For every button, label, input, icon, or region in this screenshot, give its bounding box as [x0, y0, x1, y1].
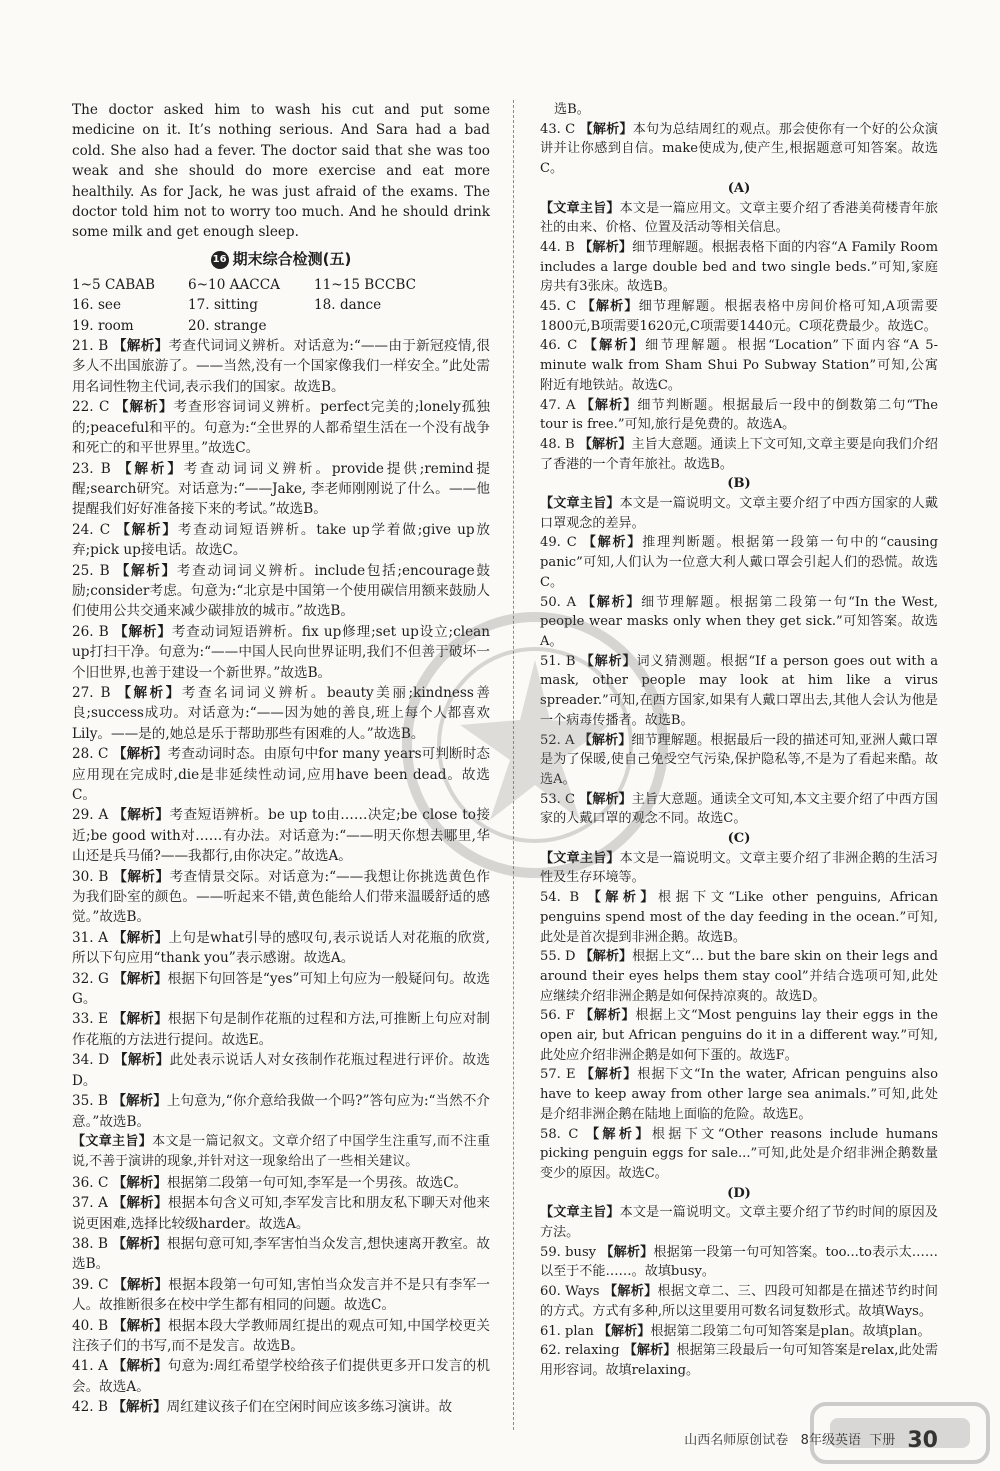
question-answer: 49. C — [540, 535, 577, 551]
question-answer: 42. B — [72, 1399, 108, 1416]
question-answer: 25. B — [72, 562, 110, 579]
answer-cell: 6~10 AACCA — [188, 276, 280, 293]
summary-tag: 【文章主旨】 — [540, 496, 620, 512]
analysis-text: 考查名词词义辨析。beauty美丽;kindness善良;success成功。对话意为:“——因为她的善良,班上每个人都喜欢Lily。——是的,她总是乐于帮助那些有困难的人。”故选B。 — [72, 684, 491, 742]
explanation-item — [72, 1397, 490, 1417]
explanation-item — [540, 297, 938, 336]
question-answer: 40. B — [72, 1317, 109, 1334]
left-column — [72, 100, 490, 1418]
analysis-text: 根据上文“Most penguins lay their eggs in the open air, but African penguins do it in a different way.”可知,此处应介绍非洲企鹅是如何下蛋的。故选F。 — [540, 1008, 939, 1063]
analysis-tag: 【解析】 — [112, 929, 169, 946]
answer-cell: 18. dance — [314, 297, 382, 314]
explanation-item — [72, 1193, 490, 1234]
analysis-tag: 【解析】 — [580, 1067, 638, 1083]
passage-a-explanations — [540, 238, 938, 474]
analysis-tag: 【解析】 — [115, 562, 177, 579]
explanation-item — [72, 969, 490, 1010]
explanation-item — [540, 1282, 938, 1321]
analysis-text: 根据第二段第一句可知,李军是一个男孩。故选C。 — [167, 1174, 468, 1191]
explanation-item — [540, 1322, 938, 1342]
title-text: 期末综合检测(五) — [232, 249, 352, 268]
explanation-item — [540, 238, 938, 297]
analysis-text: 根据第二段第二句可知答案是plan。故填plan。 — [650, 1323, 931, 1339]
explanation-item — [72, 561, 490, 622]
right-explanations — [540, 120, 938, 179]
analysis-tag: 【解析】 — [597, 1323, 651, 1339]
question-answer: 61. plan — [540, 1323, 594, 1339]
analysis-text: 细节理解题。根据表格下面的内容“A Family Room includes a large double bed and two single beds.”可知,家庭房共有3张床。故选B。 — [540, 239, 939, 295]
question-answer: 47. A — [540, 397, 576, 413]
explanation-item — [72, 397, 490, 458]
analysis-text: 考查动词时态。由原句中for many years可判断时态应用现在完成时,die是非延续性动词,应用have been dead。故选C。 — [72, 746, 491, 803]
analysis-tag: 【解析】 — [112, 1174, 168, 1191]
title-number-badge: 16 — [211, 251, 229, 269]
analysis-text: 主旨大意题。通读全文可知,本文主要介绍了中西方国家的人戴口罩的观念不同。故选C。 — [540, 791, 938, 827]
analysis-tag: 【解析】 — [582, 594, 642, 610]
question-answer: 56. F — [540, 1008, 575, 1024]
question-answer: 35. B — [72, 1093, 108, 1110]
analysis-text: 根据本段大学教师周红提出的观点可知,中国学校更关注孩子们的书写,而不是发言。故选B。 — [72, 1317, 491, 1354]
question-answer: 36. C — [72, 1174, 109, 1191]
analysis-tag: 【解析】 — [112, 1235, 168, 1252]
question-answer: 38. B — [72, 1235, 108, 1252]
passage-b-heading: (B) — [727, 476, 751, 492]
analysis-text: 细节理解题。根据“Location”下面内容“A 5-minute walk from Sham Shui Po Subway Station”可知,公寓附近有地铁站。故选C。 — [540, 338, 938, 393]
question-answer: 34. D — [72, 1052, 110, 1069]
explanation-item — [540, 336, 938, 395]
question-answer: 22. C — [72, 399, 110, 416]
explanation-item — [72, 1009, 490, 1050]
analysis-text: 根据句意可知,李军害怕当众发言,想快速离开教室。故选B。 — [72, 1235, 490, 1273]
analysis-text: 细节判断题。根据最后一段中的倒数第二句“The tour is free.”可知,旅行是免费的。故选A。 — [540, 397, 939, 433]
answer-cell: 19. room — [72, 317, 134, 334]
analysis-text: 考查动词词义辨析。include包括;encourage鼓励;consider考虑。句意为:“北京是中国第一个使用碳信用额来鼓励人们使用公共交通来减少碳排放的城市。”故选B。 — [72, 562, 490, 620]
question-answer: 46. C — [540, 338, 578, 354]
analysis-tag: 【解析】 — [116, 521, 178, 538]
question-answer: 39. C — [72, 1276, 109, 1293]
analysis-tag: 【解析】 — [112, 1195, 168, 1212]
carry-over-text: 选B。 — [554, 102, 590, 117]
analysis-tag: 【解析】 — [113, 868, 170, 885]
intro-paragraph: The doctor asked him to wash his cut and put some medicine on it. It’s nothing serious. And Sara had a bad cold. She also had a fever. The doctor said that she was too weak and she should do more exercise and eat more healthily. As for Jack, he was just afraid of the exams. The doctor told him not to worry too much. And he should drink some milk and get enough sleep. — [72, 102, 490, 241]
explanation-item — [72, 744, 490, 805]
explanation-item — [540, 947, 938, 1006]
analysis-tag: 【解析】 — [579, 239, 633, 255]
analysis-tag: 【解析】 — [113, 970, 168, 987]
analysis-text: 上句是what引导的感叹句,表示说话人对花瓶的欣赏,所以下句应用“thank you”表示感谢。故选A。 — [72, 929, 491, 967]
explanation-item — [540, 593, 938, 652]
analysis-text: 此处表示说话人对女孩制作花瓶过程进行评价。故选D。 — [72, 1052, 491, 1089]
analysis-text: 本句为总结周红的观点。那会使你有一个好的公众演讲并让你感到自信。make使成为,使产生,根据题意可知答案。故选C。 — [540, 121, 939, 177]
section-title — [72, 245, 490, 273]
question-answer: 45. C — [540, 299, 577, 315]
question-answer: 28. C — [72, 746, 109, 763]
page-footer — [684, 1428, 938, 1453]
explanation-item — [540, 1125, 938, 1184]
question-answer: 33. E — [72, 1011, 109, 1028]
analysis-tag: 【解析】 — [113, 1276, 169, 1293]
analysis-tag: 【解析】 — [112, 1011, 168, 1028]
analysis-tag: 【解析】 — [603, 1284, 658, 1300]
question-answer: 23. B — [72, 460, 111, 477]
question-answer: 57. E — [540, 1067, 576, 1083]
left-explanations-2 — [72, 1173, 490, 1418]
passage-d-explanations — [540, 1243, 938, 1381]
explanation-item — [540, 1065, 938, 1124]
explanation-item — [540, 533, 938, 592]
explanation-item — [72, 459, 490, 520]
analysis-tag: 【解析】 — [113, 807, 170, 824]
explanation-item — [540, 1006, 938, 1065]
analysis-tag: 【解析】 — [112, 746, 168, 763]
analysis-tag: 【解析】 — [600, 1244, 654, 1260]
passage-c-explanations — [540, 888, 938, 1184]
answer-cell: 16. see — [72, 297, 122, 314]
analysis-text: 根据下文“Other reasons include humans picking penguin eggs for sale...”可知,此处是介绍非洲企鹅数量变少的原因。故选C。 — [540, 1126, 938, 1181]
analysis-tag: 【解析】 — [583, 338, 646, 354]
analysis-text: 词义猜测题。根据“If a person goes out with a mask, other people may look at him like a virus spreader.”可知,在西方国家,如果有人戴口罩出去,其他人会认为他是一个病毒传播者。故选B。 — [540, 653, 938, 728]
question-answer: 50. A — [540, 594, 577, 610]
summary-tag: 【文章主旨】 — [540, 200, 620, 216]
question-answer: 55. D — [540, 949, 576, 965]
analysis-text: 根据下句是制作花瓶的过程和方法,可推断上句应对制作花瓶的方法进行提问。故选E。 — [72, 1011, 490, 1048]
analysis-text: 周红建议孩子们在空闲时间应该多练习演讲。故 — [166, 1399, 453, 1416]
explanation-item — [72, 805, 490, 866]
explanation-item — [72, 928, 490, 969]
analysis-text: 句意为:周红希望学校给孩子们提供更多开口发言的机会。故选A。 — [72, 1358, 490, 1395]
explanation-item — [72, 683, 490, 744]
passage-d-heading: (D) — [727, 1185, 751, 1201]
summary-text: 本文是一篇说明文。文章主要介绍了非洲企鹅的生活习性及生存环境等。 — [540, 850, 939, 886]
answer-cell: 20. strange — [188, 317, 267, 334]
explanation-item — [72, 1091, 490, 1132]
analysis-tag: 【解析】 — [585, 1126, 652, 1142]
passage-a-summary — [540, 199, 938, 238]
explanation-item — [72, 622, 490, 683]
summary-tag: 【文章主旨】 — [540, 850, 620, 866]
analysis-text: 根据下文“Like other penguins, African penguins spend most of the day feeding in the ocean.”可知,此处是首次提到非洲企鹅。故选B。 — [540, 890, 939, 945]
explanation-item — [540, 731, 938, 790]
analysis-tag: 【解析】 — [582, 535, 643, 551]
analysis-tag: 【解析】 — [587, 890, 659, 906]
analysis-text: 考查动词短语辨析。take up学着做;give up放弃;pick up接电话。故选C。 — [72, 521, 491, 559]
footer-grade: 8年级英语 — [800, 1433, 861, 1448]
analysis-tag: 【解析】 — [579, 121, 633, 137]
analysis-text: 根据本段第一句可知,害怕当众发言并不是只有李军一人。故推断很多在校中学生都有相同的问题。故选C。 — [72, 1276, 490, 1314]
analysis-tag: 【解析】 — [113, 623, 172, 640]
answer-cell — [314, 316, 444, 336]
analysis-text: 根据下文“In the water, African penguins also have to keep away from other large sea animals.”可知,此处是介绍非洲企鹅在陆地上面临的危险。故选E。 — [540, 1067, 939, 1122]
analysis-text: 考查代词词义辨析。对话意为:“——由于新冠疫情,很多人不出国旅游了。——当然,没有一个国家像我们一样安全。”此处需用名词性物主代词,表示我们的国家。故选B。 — [72, 338, 490, 395]
question-answer: 53. C — [540, 791, 576, 807]
explanation-item — [540, 790, 938, 829]
explanation-item — [72, 1173, 490, 1193]
analysis-text: 根据本句含义可知,李军发言比和朋友私下聊天对他来说更困难,选择比较级harder。故选A。 — [72, 1195, 490, 1232]
explanation-item — [72, 1234, 490, 1275]
explanation-item — [72, 1316, 490, 1357]
analysis-tag: 【解析】 — [112, 1093, 167, 1110]
question-answer: 58. C — [540, 1126, 579, 1142]
summary-text: 本文是一篇记叙文。文章介绍了中国学生注重写,而不注重说,不善于演讲的现象,并针对这一现象给出了一些相关建议。 — [72, 1133, 490, 1170]
summary-tag: 【文章主旨】 — [72, 1133, 153, 1149]
analysis-text: 考查情景交际。对话意为:“——我想让你挑选黄色作为我们卧室的颜色。——听起来不错,黄色能给人们带来温暖舒适的感觉。”故选B。 — [72, 868, 490, 926]
footer-book-title: 山西名师原创试卷 — [684, 1433, 789, 1448]
analysis-text: 考查动词词义辨析。provide提供;remind提醒;search研究。对话意为:“——Jake, 李老师刚刚说了什么。——他提醒我们好好准备接下来的考试。”故选B。 — [72, 460, 490, 518]
analysis-text: 根据第一段第一句可知答案。too...to表示太……以至于不能……。故填busy。 — [540, 1244, 938, 1280]
question-answer: 60. Ways — [540, 1284, 600, 1300]
analysis-text: 推理判断题。根据第一段第一句中的“causing panic”可知,人们认为一位意大利人戴口罩会引起人们的恐慌。故选C。 — [540, 535, 938, 590]
question-answer: 48. B — [540, 436, 575, 452]
analysis-tag: 【解析】 — [581, 299, 639, 315]
explanation-item — [72, 1275, 490, 1316]
answer-cell: 11~15 BCCBC — [314, 276, 416, 293]
analysis-tag: 【解析】 — [112, 338, 169, 355]
question-answer: 26. B — [72, 623, 109, 640]
question-answer: 43. C — [540, 121, 576, 137]
answer-cell: 17. sitting — [188, 297, 258, 314]
analysis-tag: 【解析】 — [579, 1008, 636, 1024]
analysis-text: 细节理解题。根据最后一段的描述可知,亚洲人戴口罩是为了保暖,使自己免受空气污染,保护隐私等,不是为了看起来酷。故选A。 — [540, 732, 938, 787]
analysis-tag: 【解析】 — [578, 436, 632, 452]
column-divider — [513, 100, 514, 1430]
passage-c-heading: (C) — [727, 831, 751, 847]
question-answer: 32. G — [72, 970, 109, 987]
analysis-text: 考查短语辨析。be up to由……决定;be close to接近;be good with对……有办法。对话意为:“——明天你想去哪里,华山还是兵马俑?——我都行,由你决定。”故选A。 — [72, 807, 490, 865]
question-answer: 29. A — [72, 807, 109, 824]
question-answer: 21. B — [72, 338, 109, 355]
analysis-text: 根据下句回答是“yes”可知上句应为一般疑问句。故选G。 — [72, 970, 490, 1008]
question-answer: 41. A — [72, 1358, 108, 1375]
explanation-item — [540, 652, 938, 731]
question-answer: 27. B — [72, 684, 111, 701]
question-answer: 52. A — [540, 732, 575, 748]
question-answer: 62. relaxing — [540, 1343, 620, 1359]
passage-b-explanations — [540, 533, 938, 829]
right-column — [540, 100, 938, 1381]
passage-d-summary — [540, 1203, 938, 1242]
analysis-text: 主旨大意题。通读上下文可知,文章主要是向我们介绍了香港的一个青年旅社。故选B。 — [540, 436, 939, 472]
analysis-tag: 【解析】 — [117, 460, 184, 477]
explanation-item — [540, 435, 938, 474]
question-answer: 30. B — [72, 868, 109, 885]
summary-text: 本文是一篇说明文。文章主要介绍了节约时间的原因及方法。 — [540, 1205, 939, 1241]
analysis-tag: 【解析】 — [114, 399, 174, 416]
passage-a-heading: (A) — [727, 180, 751, 196]
analysis-tag: 【解析】 — [112, 1399, 167, 1416]
explanation-item — [72, 1050, 490, 1091]
question-answer: 44. B — [540, 239, 575, 255]
analysis-tag: 【解析】 — [578, 732, 632, 748]
explanation-item — [540, 396, 938, 435]
analysis-tag: 【解析】 — [113, 1052, 170, 1069]
analysis-tag: 【解析】 — [117, 684, 182, 701]
question-answer: 31. A — [72, 929, 109, 946]
analysis-text: 考查动词短语辨析。fix up修理;set up设立;clean up打扫干净。句意为:“——中国人民向世界证明,我们不但善于破坏一个旧世界,也善于建设一个新世界。”故选B。 — [72, 623, 490, 681]
analysis-tag: 【解析】 — [580, 653, 637, 669]
question-answer: 24. C — [72, 521, 111, 538]
explanation-item — [72, 520, 490, 561]
analysis-text: 细节理解题。根据第二段第一句“In the West, people wear masks only when they get sick.”可知答案。故选A。 — [540, 594, 938, 649]
page-number: 30 — [907, 1428, 938, 1453]
explanation-item — [540, 120, 938, 179]
analysis-tag: 【解析】 — [623, 1343, 677, 1359]
left-explanations — [72, 336, 490, 1132]
analysis-tag: 【解析】 — [579, 949, 633, 965]
explanation-item — [72, 867, 490, 928]
analysis-text: 根据上文“... but the bare skin on their legs and around their eyes helps them stay cool”并结合选项可知,此处应继续介绍非洲企鹅是如何保持凉爽的。故选D。 — [540, 949, 938, 1004]
analysis-text: 根据第三段最后一句可知答案是relax,此处需用形容词。故填relaxing。 — [540, 1343, 938, 1378]
explanation-item — [540, 888, 938, 947]
explanation-item — [72, 336, 490, 397]
explanation-item — [540, 1341, 938, 1380]
question-answer: 37. A — [72, 1195, 108, 1212]
analysis-tag: 【解析】 — [112, 1358, 168, 1375]
summary-text: 本文是一篇说明文。文章主要介绍了中西方国家的人戴口罩观念的差异。 — [540, 496, 939, 531]
passage-c-summary — [540, 849, 938, 888]
explanation-item — [540, 1243, 938, 1282]
question-answer: 54. B — [540, 890, 580, 906]
analysis-tag: 【解析】 — [112, 1317, 168, 1334]
analysis-text: 考查形容词词义辨析。perfect完美的;lonely孤独的;peaceful和平的。句意为:“全世界的人都希望生活在一个没有战争和死亡的和平世界里。”故选C。 — [72, 399, 490, 457]
answer-grid — [72, 275, 490, 336]
analysis-text: 根据文章二、三、四段可知都是在描述节约时间的方式。方式有多种,所以这里要用可数名词复数形式。故填Ways。 — [540, 1284, 939, 1319]
passage-b-summary — [540, 494, 938, 533]
article-summary — [72, 1132, 490, 1173]
footer-volume: 下册 — [869, 1433, 896, 1448]
summary-text: 本文是一篇应用文。文章主要介绍了香港美荷楼青年旅社的由来、价格、位置及活动等相关信息。 — [540, 200, 939, 236]
analysis-tag: 【解析】 — [579, 791, 632, 807]
analysis-text: 细节理解题。根据表格中房间价格可知,A项需要1800元,B项需要1620元,C项需要1440元。C项花费最少。故选C。 — [540, 299, 938, 334]
question-answer: 51. B — [540, 653, 576, 669]
question-answer: 59. busy — [540, 1244, 597, 1260]
summary-tag: 【文章主旨】 — [540, 1205, 620, 1221]
analysis-text: 上句意为,“你介意给我做一个吗?”答句应为:“当然不介意。”故选B。 — [72, 1093, 491, 1130]
analysis-tag: 【解析】 — [580, 397, 638, 413]
explanation-item — [72, 1356, 490, 1397]
answer-cell: 1~5 CABAB — [72, 276, 156, 293]
